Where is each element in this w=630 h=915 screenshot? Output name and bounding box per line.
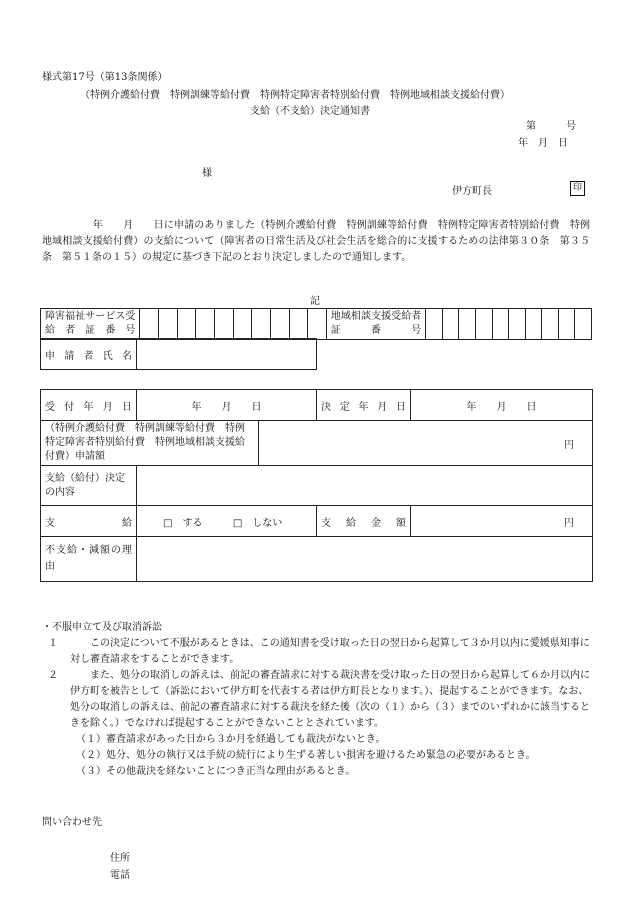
contact-heading: 問い合わせ先 bbox=[42, 817, 102, 828]
notice-sub-3: （３）その他裁決を経ないことにつき正当な理由があるとき。 bbox=[76, 766, 356, 777]
digit-box[interactable] bbox=[196, 309, 215, 340]
payment-amount-field[interactable] bbox=[411, 506, 593, 537]
seal-mark: 印 bbox=[570, 181, 585, 196]
payment-options bbox=[137, 506, 317, 537]
notice-item-number: ２ bbox=[48, 670, 58, 681]
addressee-honorific: 様 bbox=[202, 168, 212, 179]
body-paragraph: 年 月 日に申請のありました（特例介護給付費 特例訓練等給付費 特例特定障害者特別給付費 特例地域相談支援給付費）の支給について（障害者の日常生活及び社会生活を総合的に支援するための法律第３０条 第３５条 第５１条の１５）の規定に基づき下記のとおり決定しましたので通知します。 bbox=[42, 220, 590, 263]
digit-box[interactable] bbox=[426, 309, 443, 340]
rejection-reason-label: 不支給・減額の理由 bbox=[41, 537, 137, 582]
applicant-table bbox=[40, 338, 317, 370]
document-number: 第 号 bbox=[526, 121, 576, 132]
decision-content-field[interactable] bbox=[137, 466, 593, 506]
digit-box[interactable] bbox=[492, 309, 509, 340]
digit-box[interactable] bbox=[575, 309, 592, 340]
yen-unit: 円 bbox=[564, 439, 574, 451]
notice-sub-2: （２）処分、処分の執行又は手続の続行により生ずる著しい損害を避けるため緊急の必要があるとき。 bbox=[76, 750, 536, 761]
requested-amount-label: （特例介護給付費 特例訓練等給付費 特例特定障害者特別給付費 特例地域相談支援給付費）申請額 bbox=[41, 421, 259, 466]
digit-box[interactable] bbox=[459, 309, 476, 340]
digit-box[interactable] bbox=[509, 309, 526, 340]
notice-item-2 bbox=[42, 668, 592, 732]
ki-label: 記 bbox=[310, 296, 320, 307]
notice-heading: ・不服申立て及び取消訴訟 bbox=[42, 622, 162, 633]
digit-box[interactable] bbox=[159, 309, 178, 340]
benefit-types: （特例介護給付費 特例訓練等給付費 特例特定障害者特別給付費 特例地域相談支援給付費） bbox=[80, 90, 510, 101]
digit-box[interactable] bbox=[252, 309, 271, 340]
contact-phone-label: 電話 bbox=[110, 870, 130, 881]
notice-item-text: また、処分の取消しの訴えは、前記の審査請求に対する裁決書を受け取った日の翌日から起算して６か月以内に伊方町を被告として（訴訟において伊方町を代表する者は伊方町長となります。）、提起することができます。なお、処分の取消しの訴えは、前記の審査請求に対する裁決を経た後（次の（１）から（３）までのいずれかに該当するときを除く。）でなければ提起することができないこととされています。 bbox=[70, 670, 590, 729]
digit-box[interactable] bbox=[289, 309, 308, 340]
notice-item-text: この決定について不服があるときは、この通知書を受け取った日の翌日から起算して３か月以内に愛媛県知事に対し審査請求をすることができます。 bbox=[70, 638, 590, 665]
payment-no-option[interactable]: □ しない bbox=[232, 517, 283, 529]
notice-item-1 bbox=[42, 636, 592, 668]
contact-address-label: 住所 bbox=[110, 853, 130, 864]
digit-box[interactable] bbox=[308, 309, 327, 340]
decision-date-label: 決定年月日 bbox=[317, 390, 411, 421]
yen-unit: 円 bbox=[564, 517, 574, 529]
rejection-reason-field[interactable] bbox=[137, 537, 593, 582]
payment-amount-label: 支給金額 bbox=[317, 506, 411, 537]
issuer-name: 伊方町長 bbox=[452, 186, 492, 197]
digit-box[interactable] bbox=[177, 309, 196, 340]
payment-yes-option[interactable]: □ する bbox=[163, 517, 203, 529]
decision-content-label: 支給（給付）決定の内容 bbox=[41, 466, 137, 506]
received-date-value[interactable]: 年 月 日 bbox=[137, 390, 317, 421]
welfare-service-number-label: 障害福祉サービス受給者証番号 bbox=[41, 309, 140, 340]
digit-box[interactable] bbox=[442, 309, 459, 340]
requested-amount-field[interactable] bbox=[259, 421, 593, 466]
digit-box[interactable] bbox=[475, 309, 492, 340]
decision-date-value[interactable]: 年 月 日 bbox=[411, 390, 593, 421]
consultation-support-number-label: 地域相談支援受給者証番号 bbox=[326, 309, 425, 340]
page-title: 支給（不支給）決定通知書 bbox=[250, 106, 370, 117]
received-date-label: 受付年月日 bbox=[41, 390, 137, 421]
form-number: 様式第17号（第13条関係） bbox=[42, 72, 168, 83]
decision-table bbox=[40, 389, 593, 582]
payment-label: 支給 bbox=[41, 506, 137, 537]
issue-date: 年 月 日 bbox=[518, 138, 568, 149]
digit-box[interactable] bbox=[542, 309, 559, 340]
digit-box[interactable] bbox=[233, 309, 252, 340]
appeal-notice bbox=[42, 620, 592, 780]
notice-item-number: １ bbox=[48, 638, 58, 649]
digit-box[interactable] bbox=[270, 309, 289, 340]
applicant-name-label: 申請者氏名 bbox=[41, 339, 137, 370]
notice-sub-1: （１）審査請求があった日から３か月を経過しても裁決がないとき。 bbox=[76, 734, 386, 745]
digit-box[interactable] bbox=[525, 309, 542, 340]
digit-box[interactable] bbox=[140, 309, 159, 340]
digit-box[interactable] bbox=[558, 309, 575, 340]
digit-box[interactable] bbox=[214, 309, 233, 340]
applicant-name-field[interactable] bbox=[137, 339, 317, 370]
certificate-number-table bbox=[40, 308, 592, 340]
